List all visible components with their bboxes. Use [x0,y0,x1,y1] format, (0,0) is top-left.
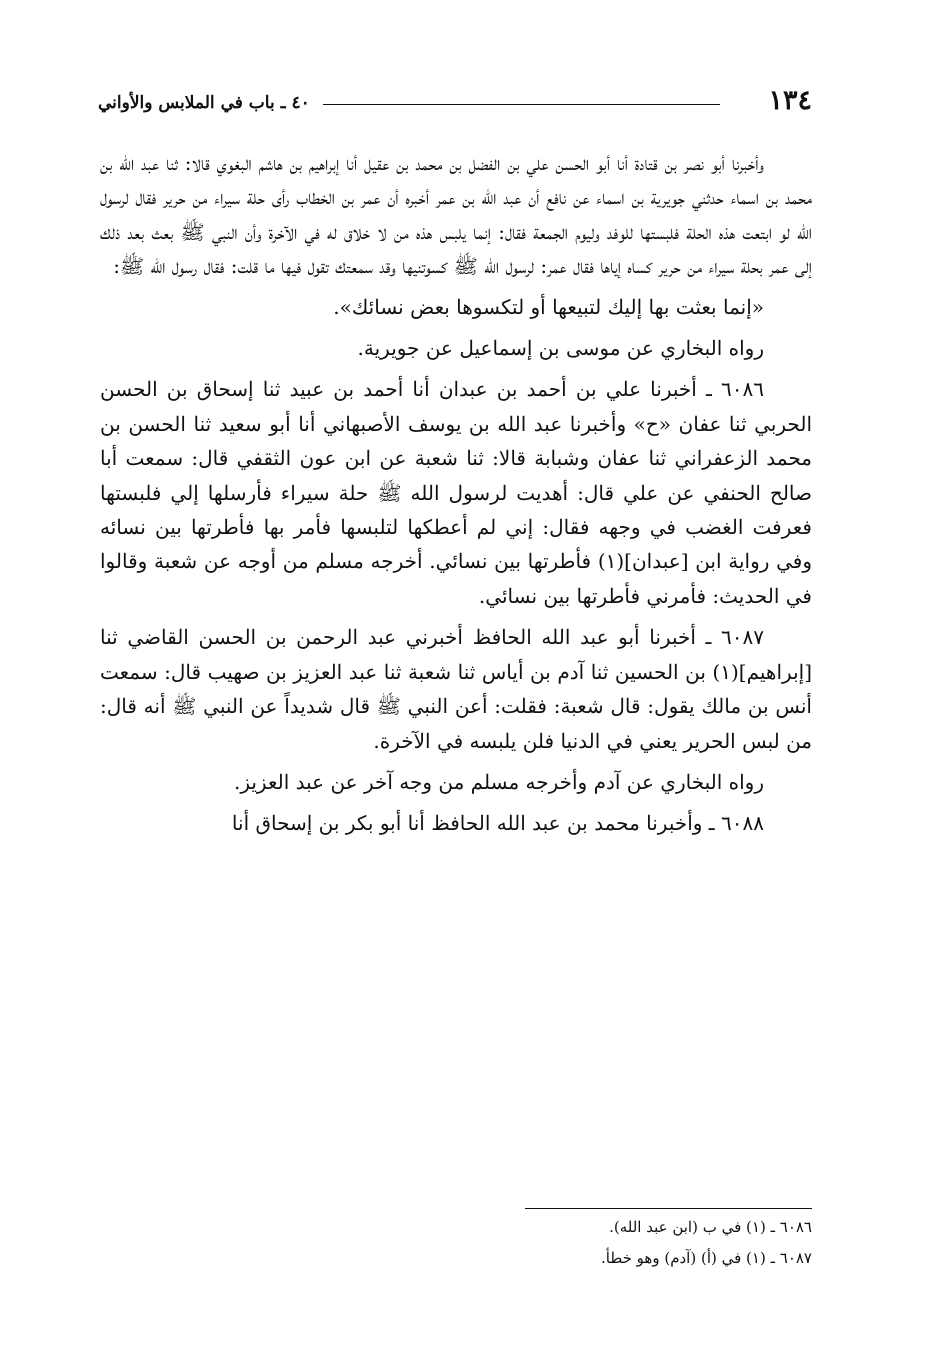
paragraph-narration-note-2: رواه البخاري عن آدم وأخرجه مسلم من وجه آخر عن عبد العزيز. [233,769,764,794]
paragraph-hadith-intro: وأخبرنا أبو نصر بن قتادة أنا أبو الحسن علي بن الفضل بن محمد بن عقيل أنا إبراهيم بن هاشم البغوي قالا: ثنا عبد الله بن محمد بن اسماء حدثني جويرية بن اسماء عن نافع أن عبد الله بن عمر أخبره أن عمر بن الخطاب رأى حلة سيراء من حرير فقال لرسول الله لو ابتعت هذه الحلة فلبستها للوفد وليوم الجمعة فقال: إنما يلبس هذه من لا خلاق له في الآخرة وأن النبي ﷺ بعث بعد ذلك إلى عمر بحلة سيراء من حرير كساه إياها فقال عمر: لرسول الله ﷺ كسوتنيها وقد سمعتك تقول فيها ما قلت: فقال رسول الله ﷺ: [100,151,812,279]
page-number: ١٣٤ [768,85,812,116]
header-divider [323,104,720,105]
footnotes [300,1212,812,1274]
running-title: ٤٠ ـ باب في الملابس والأواني [98,93,310,113]
paragraph-hadith-6087: ٦٠٨٧ ـ أخبرنا أبو عبد الله الحافظ أخبرني عبد الرحمن بن الحسن القاضي ثنا [إبراهيم](١) بن الحسين ثنا آدم بن أياس ثنا شعبة ثنا عبد العزيز بن صهيب قال: سمعت أنس بن مالك يقول: قال شعبة: فقلت: أعن النبي ﷺ قال شديداً عن النبي ﷺ أنه قال: من لبس الحرير يعني في الدنيا فلن يلبسه في الآخرة. [100,625,812,753]
footnote-6087: ٦٠٨٧ ـ (١) في (أ) (آدم) وهو خطأ. [601,1249,812,1267]
paragraph-hadith-6086: ٦٠٨٦ ـ أخبرنا علي بن أحمد بن عبدان أنا أحمد بن عبيد ثنا إسحاق بن الحسن الحربي ثنا عفان «ح» وأخبرنا عبد الله بن يوسف الأصبهاني أنا أبو سعيد ثنا الحسن بن محمد الزعفراني ثنا عفان وشبابة قالا: ثنا شعبة عن ابن عون الثقفي قال: سمعت أبا صالح الحنفي عن علي قال: أهديت لرسول الله ﷺ حلة سيراء فأرسلها إلي فلبستها فعرفت الغضب في وجهه فقال: إني لم أعطكها لتلبسها فأمر بها فأطرتها بين نسائه وفي رواية ابن [عبدان](١) فأطرتها بين نسائي. أخرجه مسلم من أوجه عن شعبة وقالوا في الحديث: فأمرني فأطرتها بين نسائي. [100,377,812,608]
footnote-6086: ٦٠٨٦ ـ (١) في ب (ابن عبد الله). [609,1218,812,1236]
paragraph-hadith-6088: ٦٠٨٨ ـ وأخبرنا محمد بن عبد الله الحافظ أنا أبو بكر بن إسحاق أنا [231,811,764,836]
quoted-saying: «إنما بعثت بها إليك لتبيعها أو لتكسوها بعض نسائك». [333,294,764,319]
paragraph-narration-note: رواه البخاري عن موسى بن إسماعيل عن جويرية. [357,336,764,361]
main-text [100,146,812,841]
page-header [98,84,812,124]
footnote-divider [525,1208,812,1209]
